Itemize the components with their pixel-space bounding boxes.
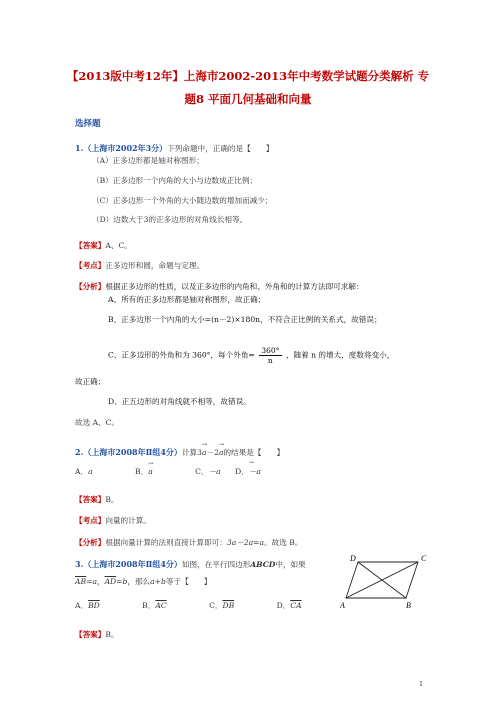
- q3-vector-ad: $\overline{AD}$: [104, 577, 117, 586]
- q2-vector-a2: → a: [219, 448, 224, 457]
- q2-opt-d-value: → －a: [249, 466, 261, 477]
- kaodian-value: 正多边形和圆，命题与定理。: [105, 261, 205, 270]
- q2-expression: [197, 448, 223, 457]
- q1-analysis-d: D、正五边形的对角线就不相等，故错误。: [108, 397, 251, 406]
- q3-opt-c-value: $\overline{DB}$: [222, 601, 235, 610]
- q2-opt-c-label: C．: [195, 467, 209, 476]
- q2-opt-b-label: B．: [135, 467, 149, 476]
- q3-abcd: ABCD: [250, 560, 276, 569]
- q1-kaodian: [75, 253, 204, 272]
- q2-opt-a-label: A．: [75, 467, 89, 476]
- q1-analysis-b: B、正多边形一个内角的大小=(n－2)×180n，不符合正比例的关系式，故错误；: [108, 315, 382, 324]
- q3-opt-c-label: C．: [209, 601, 223, 610]
- analysis-intro: 根据正多边形的性质，以及正多边形的内角和、外角和的计算方法即可求解：: [105, 282, 364, 291]
- q1-analysis-a: A、所有的正多边形都是轴对称图形，故正确；: [108, 295, 266, 304]
- analysis-expression: 3a－2a=a: [226, 538, 265, 547]
- q3-opt-a-value: $\overline{BD}$: [88, 601, 100, 610]
- page-number: 1: [419, 680, 424, 688]
- q3-opt-d-label: D．: [276, 601, 291, 610]
- q1-analysis: [75, 274, 364, 293]
- q3-stem1: 如图，在平行四边形: [181, 560, 251, 569]
- document-title-line2: 题8 平面几何基础和向量: [184, 92, 312, 106]
- analysis-pre: 根据向量计算的法则直接计算即可：: [105, 538, 227, 547]
- q3-opt-b-label: B．: [142, 601, 156, 610]
- vertex-label-d: D: [350, 554, 356, 563]
- answer-value: B。: [105, 495, 119, 504]
- fraction-denominator: n: [267, 356, 273, 365]
- analysis-label: 【分析】: [75, 538, 106, 547]
- q1-text: 下列命题中，正确的是【 】: [167, 144, 274, 153]
- q2-vector-a: → a: [202, 448, 207, 457]
- q2-opt-d-label: D．: [235, 467, 249, 476]
- q3-opt-b-value: $\overline{AC}$: [155, 601, 167, 610]
- q1-option-d: （D）边数大于3的正多边形的对角线长相等。: [92, 215, 248, 224]
- q3-sum: a+b: [150, 577, 166, 586]
- q2-kaodian: [75, 508, 151, 527]
- kaodian-value: 向量的计算。: [105, 516, 151, 525]
- fraction-numerator: 360°: [261, 346, 280, 355]
- q3-head: 3.（上海市2008年Ⅱ组4分）: [75, 559, 182, 569]
- q1-stem: [75, 136, 274, 155]
- q2-minus: －: [206, 448, 215, 457]
- q1-option-c: （C）正多边形一个外角的大小随边数的增加而减少；: [92, 196, 273, 205]
- q3-opt-a-label: A．: [75, 601, 89, 610]
- q2-coef2: 2: [214, 448, 219, 457]
- q3-opt-d-value: $\overline{CA}$: [290, 601, 302, 610]
- q3-answer: [75, 622, 119, 641]
- vertex-label-a: A: [340, 601, 345, 610]
- q3-stem2-post: 等于【 】: [165, 577, 212, 586]
- answer-label: 【答案】: [75, 630, 106, 639]
- q2-stem: [75, 440, 284, 459]
- q1-analysis-c-cont: 故正确；: [75, 377, 106, 386]
- q3-options: [75, 600, 302, 611]
- kaodian-label: 【考点】: [75, 261, 106, 270]
- q1-option-a: （A）正多边形都是轴对称图形；: [92, 156, 204, 165]
- parallelogram-figure: [340, 550, 430, 612]
- analysis-post: 。故选 B。: [264, 538, 303, 547]
- q2-post: 的结果是【 】: [223, 448, 285, 457]
- analysis-label: 【分析】: [75, 282, 106, 291]
- document-title-line1: 【2013版中考12年】上海市2002-2013年中考数学试题分类解析 专: [66, 69, 430, 83]
- q2-head: 2.（上海市2008年Ⅱ组4分）: [75, 447, 182, 457]
- answer-label: 【答案】: [75, 241, 106, 250]
- q3-stem1-post: 中，如果: [275, 560, 306, 569]
- q2-options: [75, 466, 261, 477]
- q3-eq-b: =b: [116, 577, 128, 586]
- q3-eq-a: =a: [86, 577, 97, 586]
- q3-vector-ab: $\overline{AB}$: [75, 577, 87, 586]
- c-post: ，随着 n 的增大，度数将变小，: [285, 350, 395, 360]
- q2-opt-b-value: → a: [148, 467, 153, 476]
- answer-label: 【答案】: [75, 495, 106, 504]
- q2-analysis: [75, 530, 302, 549]
- q1-option-b: （B）正多边形一个内角的大小与边数成正比例；: [92, 176, 258, 185]
- q1-analysis-c: [108, 346, 394, 365]
- q3-stem2-mid: ，那么: [127, 577, 151, 586]
- q2-pre: 计算: [181, 448, 198, 457]
- q3-stem-line2: $\overline{AB}=a$，$\overline{AD}=b$，那么a+b等于【 】: [75, 577, 212, 586]
- fraction: [259, 346, 281, 365]
- q2-coef1: 3: [197, 448, 202, 457]
- answer-value: A、C。: [105, 241, 132, 250]
- c-pre: C、正多边形的外角和为 360°，每个外角=: [108, 350, 255, 360]
- kaodian-label: 【考点】: [75, 516, 106, 525]
- q2-opt-a-value: a: [88, 467, 93, 476]
- q1-answer: [75, 233, 132, 252]
- diagonal-bd: [358, 562, 406, 598]
- vertex-label-b: B: [406, 601, 411, 610]
- q2-opt-c-value: －a: [208, 467, 221, 476]
- vertex-label-c: C: [421, 554, 427, 563]
- q3-stem-line1: [75, 552, 306, 571]
- q2-answer: [75, 487, 119, 506]
- q1-head: 1.（上海市2002年3分）: [75, 143, 168, 153]
- answer-value: B。: [105, 630, 119, 639]
- q1-conclusion: 故选 A、C。: [75, 418, 120, 427]
- section-heading: 选择题: [75, 119, 101, 129]
